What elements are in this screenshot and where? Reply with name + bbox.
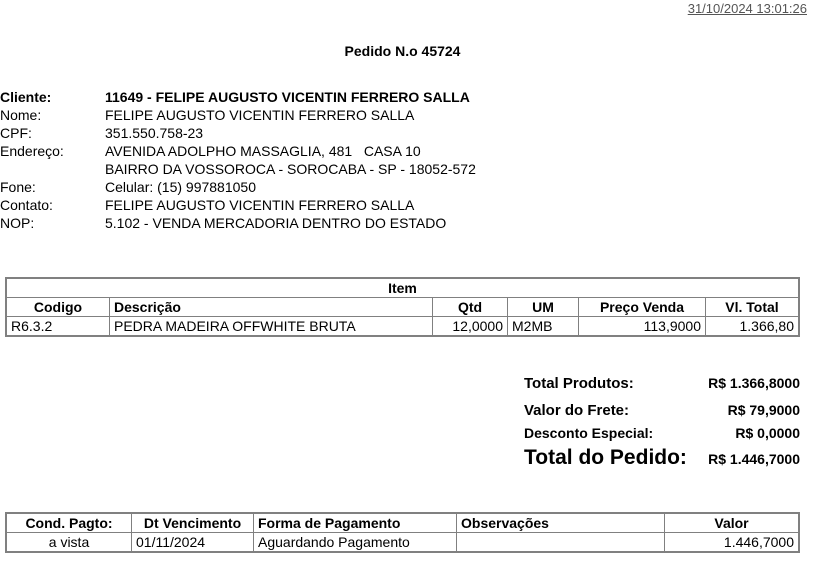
nop-label: NOP: xyxy=(0,215,35,231)
phone-label: Fone: xyxy=(0,179,36,195)
valor-frete-label: Valor do Frete: xyxy=(524,402,630,419)
cpf-value: 351.550.758-23 xyxy=(105,125,204,141)
payment-forma: Aguardando Pagamento xyxy=(254,533,457,553)
items-caption-row xyxy=(6,278,799,298)
client-row-fone xyxy=(0,178,476,196)
desconto-label: Desconto Especial: xyxy=(524,425,654,441)
client-row-cpf xyxy=(0,124,476,142)
item-um: M2MB xyxy=(508,317,579,337)
client-row-contato xyxy=(0,196,476,214)
item-descricao: PEDRA MADEIRA OFFWHITE BRUTA xyxy=(110,317,433,337)
client-info xyxy=(0,88,476,232)
client-row-nop xyxy=(0,214,476,232)
contact-value: FELIPE AUGUSTO VICENTIN FERRERO SALLA xyxy=(105,197,415,213)
address-line1: AVENIDA ADOLPHO MASSAGLIA, 481 CASA 10 xyxy=(105,143,421,159)
col-forma-pagamento: Forma de Pagamento xyxy=(254,513,457,533)
contact-label: Contato: xyxy=(0,197,53,213)
name-label: Nome: xyxy=(0,107,42,123)
valor-frete-value: R$ 79,9000 xyxy=(727,402,800,418)
phone-value: Celular: (15) 997881050 xyxy=(105,179,256,195)
payments-table xyxy=(5,512,800,553)
items-table xyxy=(5,277,800,337)
payment-observacoes xyxy=(457,533,665,553)
col-cond-pagto: Cond. Pagto: xyxy=(6,513,132,533)
col-vl-total: Vl. Total xyxy=(706,298,800,317)
totals-block xyxy=(524,372,800,470)
item-preco-venda: 113,9000 xyxy=(579,317,706,337)
col-codigo: Codigo xyxy=(6,298,110,317)
payment-valor: 1.446,7000 xyxy=(665,533,800,553)
items-caption: Item xyxy=(6,278,799,298)
col-qtd: Qtd xyxy=(433,298,508,317)
table-row xyxy=(6,317,799,337)
client-row-endereco xyxy=(0,142,476,160)
print-timestamp[interactable]: 31/10/2024 13:01:26 xyxy=(687,1,807,16)
desconto-row xyxy=(524,422,800,446)
address-label-empty xyxy=(0,160,105,178)
total-pedido-row xyxy=(524,446,800,470)
valor-frete-row xyxy=(524,399,800,422)
item-codigo: R6.3.2 xyxy=(6,317,110,337)
name-value: FELIPE AUGUSTO VICENTIN FERRERO SALLA xyxy=(105,107,415,123)
desconto-value: R$ 0,0000 xyxy=(735,425,800,441)
col-um: UM xyxy=(508,298,579,317)
total-produtos-row xyxy=(524,372,800,399)
total-produtos-label: Total Produtos: xyxy=(524,375,634,392)
nop-value: 5.102 - VENDA MERCADORIA DENTRO DO ESTADO xyxy=(105,215,447,231)
client-row-endereco2 xyxy=(0,160,476,178)
col-preco-venda: Preço Venda xyxy=(579,298,706,317)
payment-cond: a vista xyxy=(6,533,132,553)
total-produtos-value: R$ 1.366,8000 xyxy=(708,375,800,391)
item-vl-total: 1.366,80 xyxy=(706,317,800,337)
col-valor: Valor xyxy=(665,513,800,533)
client-value: 11649 - FELIPE AUGUSTO VICENTIN FERRERO SALLA xyxy=(105,89,470,105)
items-header-row xyxy=(6,298,799,317)
address-label: Endereço: xyxy=(0,143,64,159)
client-row-nome xyxy=(0,106,476,124)
col-dt-vencimento: Dt Vencimento xyxy=(132,513,254,533)
col-descricao: Descrição xyxy=(110,298,433,317)
client-label: Cliente: xyxy=(0,89,52,105)
client-row-cliente xyxy=(0,88,476,106)
col-observacoes: Observações xyxy=(457,513,665,533)
table-row xyxy=(6,533,799,553)
payments-header-row xyxy=(6,513,799,533)
item-qtd: 12,0000 xyxy=(433,317,508,337)
total-pedido-value: R$ 1.446,7000 xyxy=(708,451,800,467)
payment-vencimento: 01/11/2024 xyxy=(132,533,254,553)
total-pedido-label: Total do Pedido: xyxy=(524,446,687,469)
order-title: Pedido N.o 45724 xyxy=(344,43,461,59)
address-line2: BAIRRO DA VOSSOROCA - SOROCABA - SP - 18052-572 xyxy=(105,161,476,177)
cpf-label: CPF: xyxy=(0,125,32,141)
